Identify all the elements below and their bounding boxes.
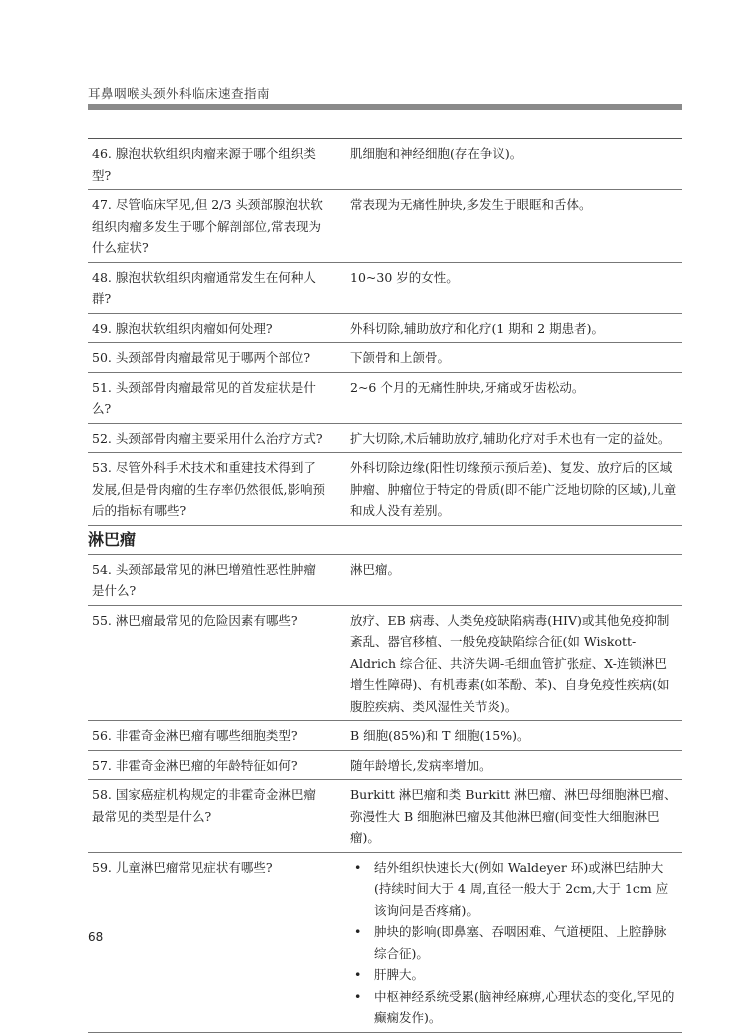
bullet-icon: • <box>354 859 362 875</box>
question-cell: 56. 非霍奇金淋巴瘤有哪些细胞类型? <box>92 728 298 743</box>
answer-cell: 肌细胞和神经细胞(存在争议)。 <box>350 146 523 161</box>
symptom-item <box>350 986 678 1029</box>
answer-cell: 淋巴瘤。 <box>350 561 401 577</box>
header-rule <box>88 104 682 110</box>
answer-cell: 外科切除,辅助放疗和化疗(1 期和 2 期患者)。 <box>350 320 605 336</box>
table-row-59 <box>88 853 682 1033</box>
answer-cell: 放疗、EB 病毒、人类免疫缺陷病毒(HIV)或其他免疫抑制紊乱、器官移植、一般免疫缺陷综合征(如 Wiskott-Aldrich 综合征、共济失调-毛细血管扩张症、X-连锁淋巴增生性障碍)、有机毒素(如苯酚、苯)、自身免疫性疾病(如腹腔疾病、类风湿性关节炎)。 <box>350 612 670 714</box>
question-cell: 55. 淋巴瘤最常见的危险因素有哪些? <box>92 612 298 628</box>
answer-cell: 扩大切除,术后辅助放疗,辅助化疗对手术也有一定的益处。 <box>350 430 671 446</box>
table-row <box>88 190 682 263</box>
answer-cell: 外科切除边缘(阳性切缘预示预后差)、复发、放疗后的区域肿瘤、肿瘤位于特定的骨质(即不能广泛地切除的区域),儿童和成人没有差别。 <box>350 460 677 518</box>
question-cell: 49. 腺泡状软组织肉瘤如何处理? <box>92 320 273 336</box>
symptom-item <box>350 921 678 964</box>
table-row <box>88 343 682 373</box>
running-title: 耳鼻咽喉头颈外科临床速查指南 <box>88 86 271 101</box>
table-row <box>88 373 682 424</box>
symptom-text: 结外组织快速长大(例如 Waldeyer 环)或淋巴结肿大(持续时间大于 4 周,直径一般大于 2cm,大于 1cm 应该询问是否疼痛)。 <box>374 859 669 918</box>
table-row <box>88 453 682 526</box>
question-cell: 46. 腺泡状软组织肉瘤来源于哪个组织类型? <box>92 146 316 183</box>
symptom-item <box>350 857 678 922</box>
answer-cell: 随年龄增长,发病率增加。 <box>350 757 492 773</box>
table-row <box>88 139 682 190</box>
answer-cell: B 细胞(85%)和 T 细胞(15%)。 <box>350 728 530 743</box>
answer-cell: 常表现为无痛性肿块,多发生于眼眶和舌体。 <box>350 197 592 212</box>
question-cell: 48. 腺泡状软组织肉瘤通常发生在何种人群? <box>92 269 316 306</box>
symptom-text: 肿块的影响(即鼻塞、吞咽困难、气道梗阻、上腔静脉综合征)。 <box>374 924 667 961</box>
table-row <box>88 606 682 722</box>
symptom-text: 肝脾大。 <box>374 967 425 982</box>
symptom-list <box>350 857 678 1029</box>
table-row <box>88 751 682 781</box>
answer-cell: Burkitt 淋巴瘤和类 Burkitt 淋巴瘤、淋巴母细胞淋巴瘤、弥漫性大 B 细胞淋巴瘤及其他淋巴瘤(间变性大细胞淋巴瘤)。 <box>350 787 677 845</box>
qa-group-lymphoma <box>88 555 682 853</box>
question-cell: 57. 非霍奇金淋巴瘤的年龄特征如何? <box>92 757 298 773</box>
qa-group-tumors <box>88 139 682 526</box>
question-cell: 47. 尽管临床罕见,但 2/3 头颈部腺泡状软组织肉瘤多发生于哪个解剖部位,常表现为什么症状? <box>92 197 323 255</box>
question-cell: 52. 头颈部骨肉瘤主要采用什么治疗方式? <box>92 430 323 446</box>
table-row <box>88 780 682 853</box>
qa-table <box>88 138 682 1033</box>
section-title-lymphoma: 淋巴瘤 <box>88 526 682 555</box>
bullet-icon: • <box>354 924 362 939</box>
question-cell: 50. 头颈部骨肉瘤最常见于哪两个部位? <box>92 350 311 365</box>
answer-cell <box>336 853 682 1032</box>
question-cell: 58. 国家癌症机构规定的非霍奇金淋巴瘤最常见的类型是什么? <box>92 787 316 824</box>
bullet-icon: • <box>354 988 362 1004</box>
question-cell: 54. 头颈部最常见的淋巴增殖性恶性肿瘤是什么? <box>92 561 316 598</box>
answer-cell: 2~6 个月的无痛性肿块,牙痛或牙齿松动。 <box>350 379 585 395</box>
bullet-icon: • <box>354 967 362 982</box>
table-row <box>88 314 682 344</box>
table-row <box>88 424 682 454</box>
table-row <box>88 263 682 314</box>
question-cell: 53. 尽管外科手术技术和重建技术得到了发展,但是骨肉瘤的生存率仍然很低,影响预后的指标有哪些? <box>92 460 325 518</box>
table-row <box>88 721 682 751</box>
symptom-item <box>350 964 678 986</box>
symptom-text: 中枢神经系统受累(脑神经麻痹,心理状态的变化,罕见的癫痫发作)。 <box>374 988 675 1025</box>
answer-cell: 下颌骨和上颌骨。 <box>350 350 451 365</box>
table-row <box>88 555 682 606</box>
question-cell: 59. 儿童淋巴瘤常见症状有哪些? <box>92 859 273 875</box>
page-number: 68 <box>88 930 104 944</box>
answer-cell: 10~30 岁的女性。 <box>350 269 459 285</box>
question-cell: 51. 头颈部骨肉瘤最常见的首发症状是什么? <box>92 379 316 416</box>
